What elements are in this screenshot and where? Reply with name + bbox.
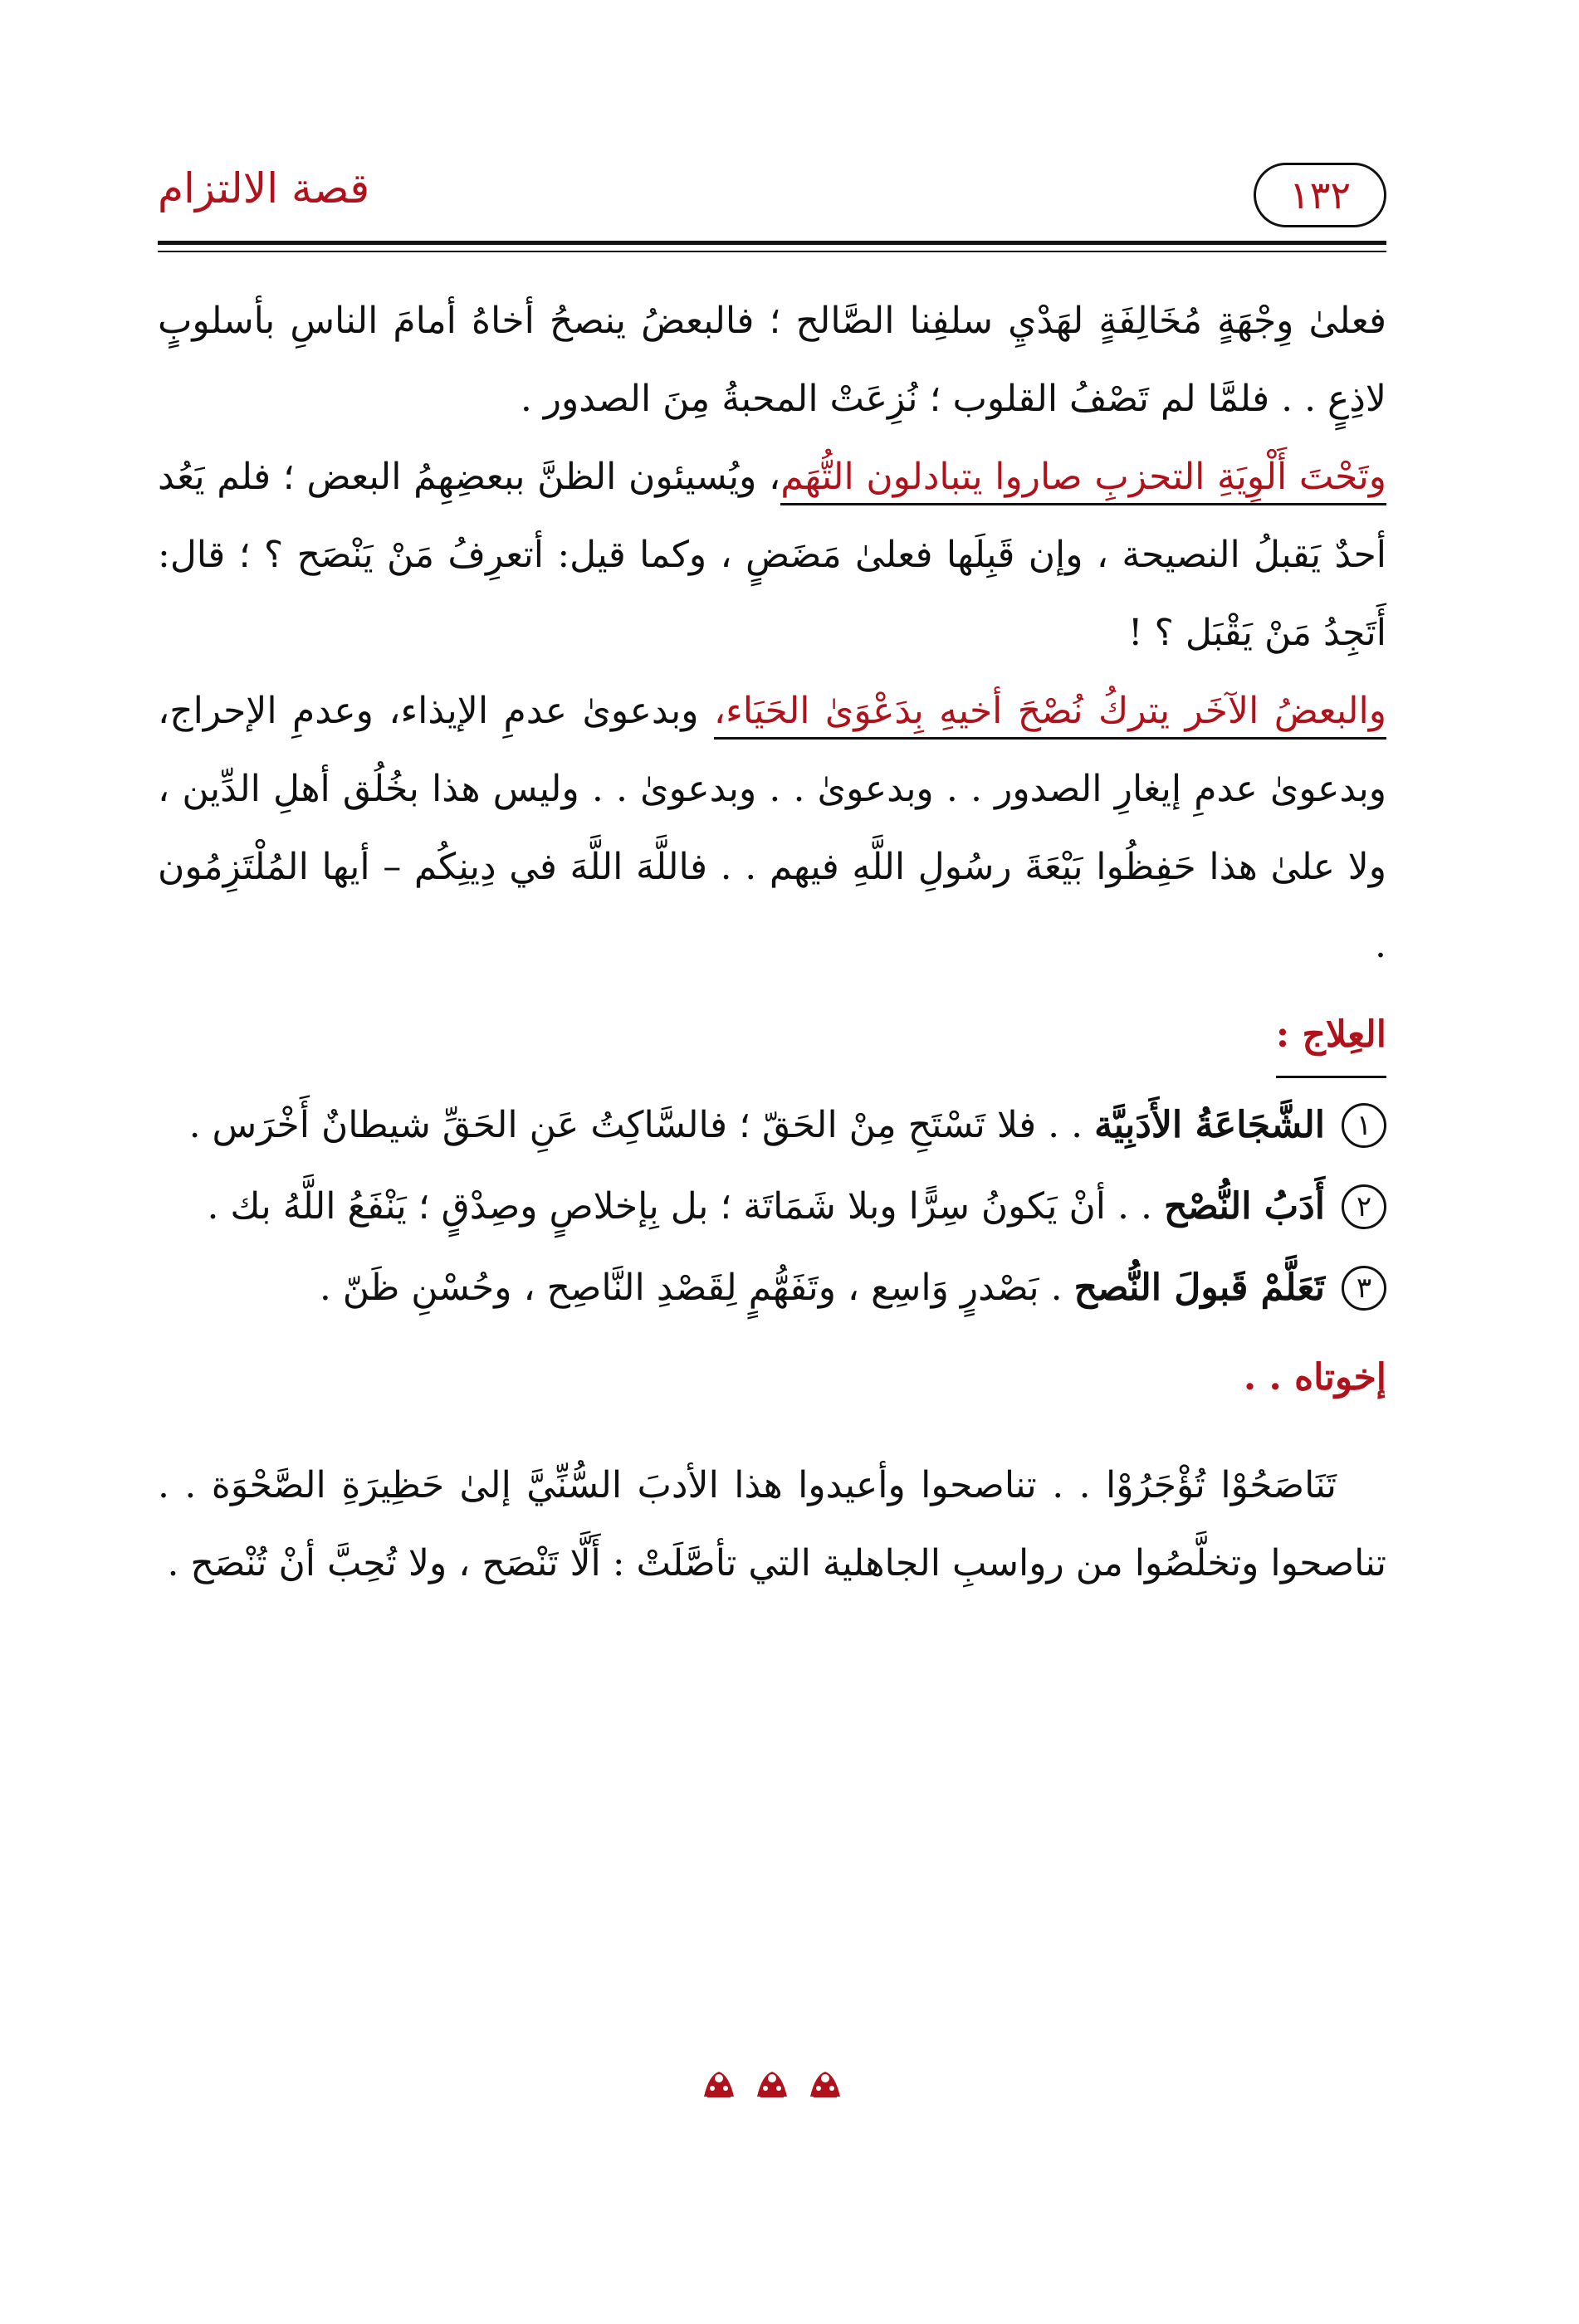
section-end-ornament bbox=[158, 2067, 1386, 2100]
page-header bbox=[158, 158, 1386, 249]
item-text: . . فلا تَسْتَحِ مِنْ الحَقّ ؛ فالسَّاكِتُ عَنِ الحَقِّ شيطانٌ أَخْرَس . bbox=[188, 1104, 1095, 1146]
item-number-badge: ١ bbox=[1342, 1103, 1386, 1148]
paragraph-2 bbox=[158, 438, 1386, 672]
paragraph-3 bbox=[158, 672, 1386, 984]
item-title: الشَّجَاعَةُ الأَدَبِيَّة bbox=[1094, 1104, 1325, 1146]
paragraph-text: وبدعوىٰ عدمِ الإيذاء، وعدمِ الإحراج، وبدعوىٰ عدمِ إيغارِ الصدور . . وبدعوىٰ . . وبدعوىٰ . . وليس هذا بخُلُق أهلِ الدِّين ، ولا علىٰ هذا حَفِظُوا بَيْعَةَ رسُولِ اللَّهِ فيهم . . فاللَّهَ اللَّهَ في دِينِكُم – أيها المُلْتَزِمُون . bbox=[158, 690, 1386, 966]
highlighted-phrase: وتَحْتَ أَلْوِيَةِ التحزبِ صاروا يتبادلون التُّهَم bbox=[780, 456, 1386, 505]
item-number-badge: ٣ bbox=[1342, 1266, 1386, 1311]
page-body bbox=[158, 282, 1386, 1603]
item-text: . . أنْ يَكونُ سِرًّا وبلا شَمَاتَة ؛ بل بِإخلاصٍ وصِدْقٍ ؛ يَنْفَعُ اللَّهُ بك . bbox=[207, 1185, 1164, 1228]
header-divider bbox=[158, 241, 1386, 252]
closing-heading: إخوتاه . . bbox=[1243, 1356, 1386, 1399]
item-title: تَعَلَّمْ قَبولَ النُّصح bbox=[1073, 1267, 1325, 1309]
floral-ornament-icon bbox=[754, 2067, 790, 2100]
remedy-item-1 bbox=[158, 1086, 1386, 1164]
spacer bbox=[158, 1422, 1386, 1447]
item-text: . بَصْدرٍ وَاسِع ، وتَفَهُّمٍ لِقَصْدِ النَّاصِح ، وحُسْنِ ظَنّ . bbox=[319, 1267, 1074, 1309]
book-title: قصة الالتزام bbox=[158, 164, 370, 212]
page-number: ١٣٢ bbox=[1254, 163, 1386, 227]
paragraph-text: ، ويُسيئون الظنَّ ببعضِهِمُ البعض ؛ فلم يَعُد أحدٌ يَقبلُ النصيحة ، وإن قَبِلَها فعلىٰ مَضَضٍ ، وكما قيل: أتعرِفُ مَنْ يَنْصَح ؟ ؛ قال: أَتَجِدُ مَنْ يَقْبَل ؟ ! bbox=[158, 456, 1386, 654]
remedy-item-2 bbox=[158, 1168, 1386, 1246]
closing-paragraph: تَنَاصَحُوْا تُؤْجَرُوْا . . تناصحوا وأعيدوا هذا الأدبَ السُّنِّيَّ إلىٰ حَظِيرَةِ الصَّحْوَة . . تناصحوا وتخلَّصُوا من رواسبِ الجاهلية التي تأصَّلَتْ : أَلَّا تَنْصَح ، ولا تُحِبَّ أنْ تُنْصَح . bbox=[158, 1464, 1386, 1584]
floral-ornament-icon bbox=[701, 2067, 737, 2100]
item-number-badge: ٢ bbox=[1342, 1184, 1386, 1229]
item-title: أَدَبُ النُّصْح bbox=[1163, 1185, 1325, 1228]
paragraph-1: فعلىٰ وِجْهَةٍ مُخَالِفَةٍ لهَدْيِ سلفِنا الصَّالح ؛ فالبعضُ ينصحُ أخاهُ أمامَ الناسِ بأسلوبٍ لاذِعٍ . . فلمَّا لم تَصْفُ القلوب ؛ نُزِعَتْ المحبةُ مِنَ الصدور . bbox=[158, 300, 1386, 420]
highlighted-phrase: والبعضُ الآخَر يتركُ نُصْحَ أخيهِ بِدَعْوَىٰ الحَيَاء، bbox=[714, 690, 1386, 740]
book-page bbox=[158, 158, 1386, 2166]
remedy-heading: العِلاج : bbox=[1276, 996, 1386, 1078]
floral-ornament-icon bbox=[807, 2067, 843, 2100]
remedy-item-3 bbox=[158, 1249, 1386, 1327]
